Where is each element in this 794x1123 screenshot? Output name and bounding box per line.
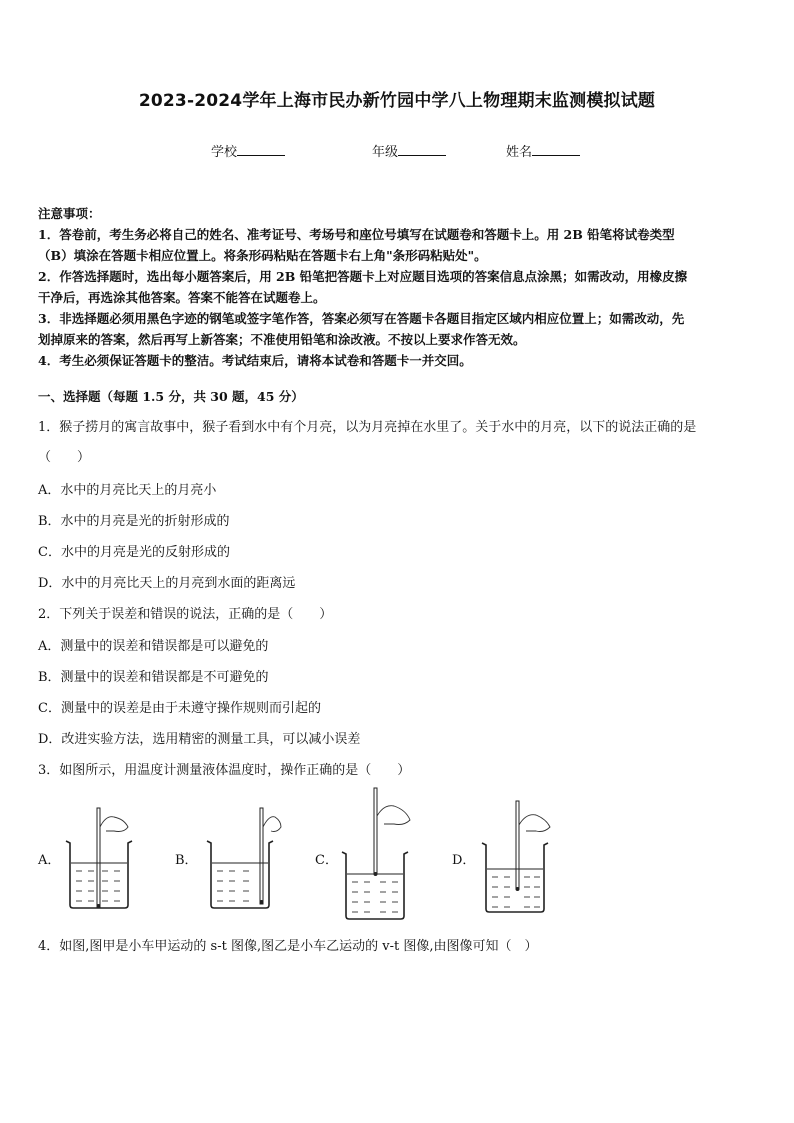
notes-line: 2．作答选择题时，选出每小题答案后，用 2B 铅笔把答题卡上对应题目选项的答案信息点涂黑；如需改动，用橡皮擦 xyxy=(38,269,688,284)
beaker-a-figure xyxy=(62,805,142,910)
notes-heading: 注意事项： xyxy=(38,206,101,221)
grade-blank xyxy=(398,143,446,156)
q1-paren: （ ） xyxy=(38,450,91,465)
name-blank xyxy=(532,143,580,156)
q2-option-a: A．测量中的误差和错误都是可以避免的 xyxy=(38,639,269,654)
notes-line: 3．非选择题必须用黑色字迹的钢笔或签字笔作答，答案必须写在答题卡各题目指定区域内相应位置上；如需改动，先 xyxy=(38,311,685,326)
q3-label-d: D． xyxy=(452,853,476,868)
notes-line: 1．答卷前，考生务必将自己的姓名、准考证号、考场号和座位号填写在试题卷和答题卡上。用 2B 铅笔将试卷类型 xyxy=(38,227,675,242)
name-field xyxy=(506,141,580,160)
notes-line: 4．考生必须保证答题卡的整洁。考试结束后，请将本试卷和答题卡一并交回。 xyxy=(38,353,472,368)
q2-option-d: D．改进实验方法，选用精密的测量工具，可以减小误差 xyxy=(38,732,361,747)
q1-option-b: B．水中的月亮是光的折射形成的 xyxy=(38,514,230,529)
grade-label: 年级 xyxy=(372,145,399,160)
school-label: 学校 xyxy=(211,145,238,160)
q1-stem: 1．猴子捞月的寓言故事中，猴子看到水中有个月亮，以为月亮掉在水里了。关于水中的月亮，以下的说法正确的是 xyxy=(38,420,697,435)
notes-line: 划掉原来的答案，然后再写上新答案；不准使用铅笔和涂改液。不按以上要求作答无效。 xyxy=(38,332,526,347)
q2-option-c: C．测量中的误差是由于未遵守操作规则而引起的 xyxy=(38,701,321,716)
notes-block xyxy=(38,203,758,371)
section-heading: 一、选择题（每题 1.5 分，共 30 题，45 分） xyxy=(38,389,304,404)
beaker-c-figure xyxy=(340,786,420,921)
notes-line: （B）填涂在答题卡相应位置上。将条形码粘贴在答题卡右上角"条形码粘贴处"。 xyxy=(38,248,487,263)
exam-title: 2023-2024学年上海市民办新竹园中学八上物理期末监测模拟试题 xyxy=(138,91,656,111)
q3-label-c: C． xyxy=(315,853,338,868)
q2-option-b: B．测量中的误差和错误都是不可避免的 xyxy=(38,670,269,685)
q3-stem: 3．如图所示，用温度计测量液体温度时，操作正确的是（ ） xyxy=(38,763,411,778)
q1-option-a: A．水中的月亮比天上的月亮小 xyxy=(38,483,217,498)
q4-stem: 4．如图,图甲是小车甲运动的 s-t 图像,图乙是小车乙运动的 v-t 图像,由图像可知（ ） xyxy=(38,939,538,954)
name-label: 姓名 xyxy=(506,145,533,160)
school-blank xyxy=(237,143,285,156)
beaker-b-figure xyxy=(203,805,283,910)
q3-label-b: B． xyxy=(175,853,198,868)
beaker-d-figure xyxy=(480,797,560,917)
q2-stem: 2．下列关于误差和错误的说法，正确的是（ ） xyxy=(38,607,333,622)
q3-label-a: A． xyxy=(38,853,61,868)
q1-option-c: C．水中的月亮是光的反射形成的 xyxy=(38,545,230,560)
school-field xyxy=(211,141,285,160)
grade-field xyxy=(372,141,446,160)
q1-option-d: D．水中的月亮比天上的月亮到水面的距离远 xyxy=(38,576,296,591)
notes-line: 干净后，再选涂其他答案。答案不能答在试题卷上。 xyxy=(38,290,326,305)
